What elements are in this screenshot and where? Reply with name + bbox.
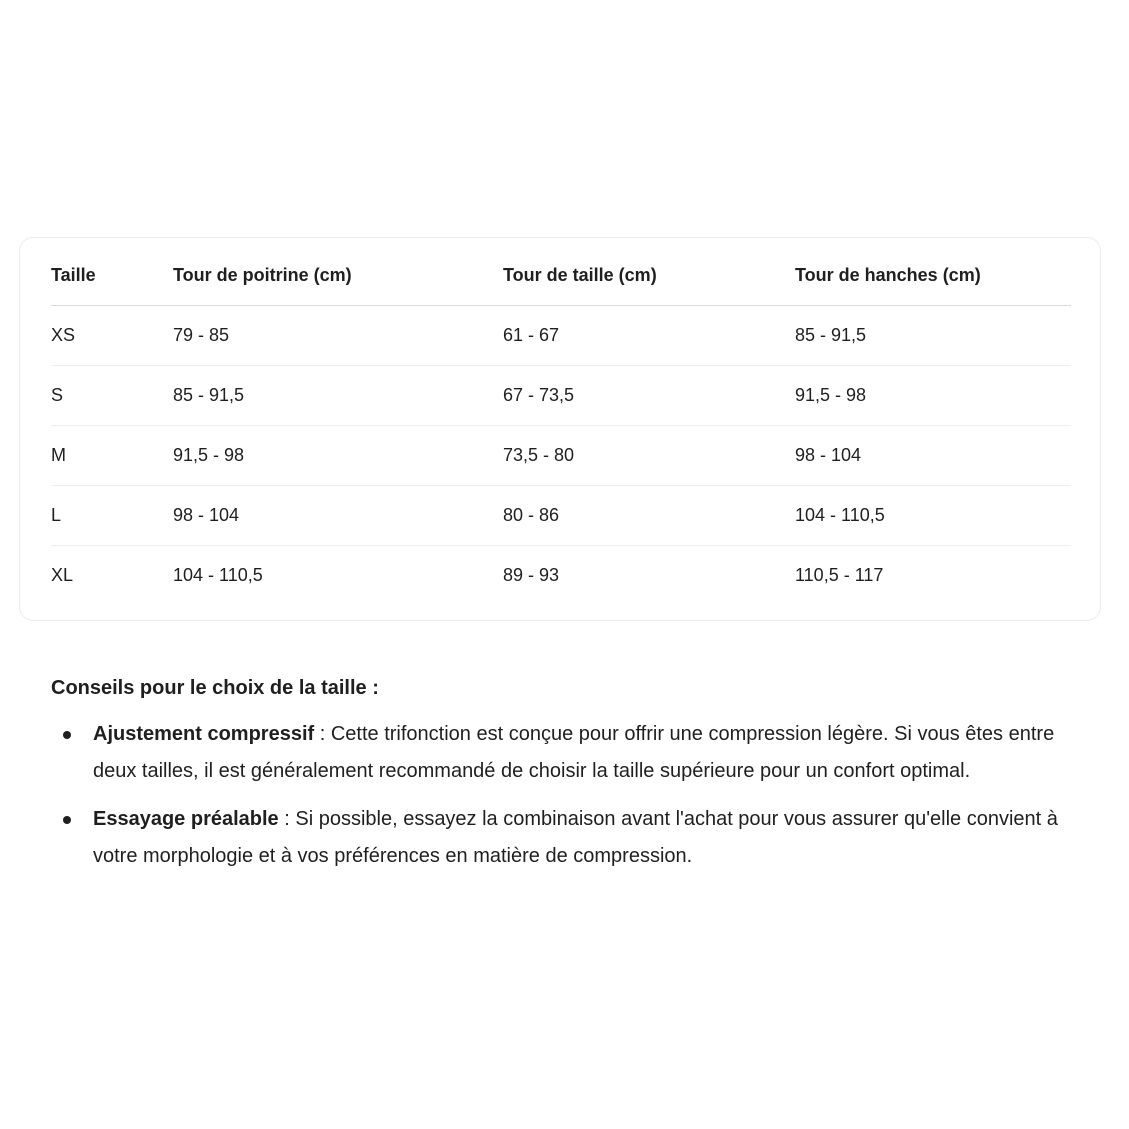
- list-item: [51, 716, 1081, 790]
- cell-hips: 110,5 - 117: [795, 546, 1071, 606]
- cell-waist: 67 - 73,5: [503, 366, 795, 426]
- cell-chest: 85 - 91,5: [173, 366, 503, 426]
- header-waist: Tour de taille (cm): [503, 246, 795, 306]
- bullet-icon: [63, 816, 71, 824]
- table-row: [51, 426, 1071, 486]
- size-chart-card: [19, 237, 1101, 621]
- cell-hips: 98 - 104: [795, 426, 1071, 486]
- cell-waist: 80 - 86: [503, 486, 795, 546]
- table-row: [51, 306, 1071, 366]
- list-item: [51, 801, 1081, 875]
- cell-hips: 104 - 110,5: [795, 486, 1071, 546]
- cell-size: XL: [51, 546, 173, 606]
- cell-chest: 91,5 - 98: [173, 426, 503, 486]
- cell-waist: 89 - 93: [503, 546, 795, 606]
- advice-heading: Conseils pour le choix de la taille :: [51, 677, 379, 699]
- cell-size: XS: [51, 325, 76, 345]
- table-row: [51, 486, 1071, 546]
- tip-text: : Si possible, essayez la combinaison avant l'achat pour vous assurer qu'elle convient à votre morphologie et à vos préférences en matière de compression.: [93, 808, 1058, 867]
- cell-size: M: [51, 426, 173, 486]
- table-row: [51, 546, 1071, 606]
- cell-chest: 98 - 104: [173, 486, 503, 546]
- cell-waist: 73,5 - 80: [503, 426, 795, 486]
- tip-term: Essayage préalable: [93, 808, 279, 830]
- cell-size: L: [51, 486, 173, 546]
- header-hips: Tour de hanches (cm): [795, 246, 1071, 306]
- cell-chest: 79 - 85: [173, 325, 230, 345]
- cell-waist: 61 - 67: [503, 325, 560, 345]
- cell-size: S: [51, 366, 173, 426]
- cell-hips: 85 - 91,5: [795, 325, 867, 345]
- size-chart-table: [51, 246, 1071, 605]
- header-size: Taille: [51, 246, 173, 306]
- tip-term: Ajustement compressif: [93, 723, 315, 745]
- bullet-icon: [63, 731, 71, 739]
- size-advice-section: [51, 670, 1081, 886]
- cell-hips: 91,5 - 98: [795, 366, 1071, 426]
- advice-list: [51, 716, 1081, 875]
- tip-text: : Cette trifonction est conçue pour offrir une compression légère. Si vous êtes entre deux tailles, il est généralement recommandé de choisir la taille supérieure pour un confort optimal.: [93, 723, 1055, 782]
- header-chest: Tour de poitrine (cm): [173, 246, 503, 306]
- table-header-row: [51, 246, 1071, 306]
- table-row: [51, 366, 1071, 426]
- cell-chest: 104 - 110,5: [173, 546, 503, 606]
